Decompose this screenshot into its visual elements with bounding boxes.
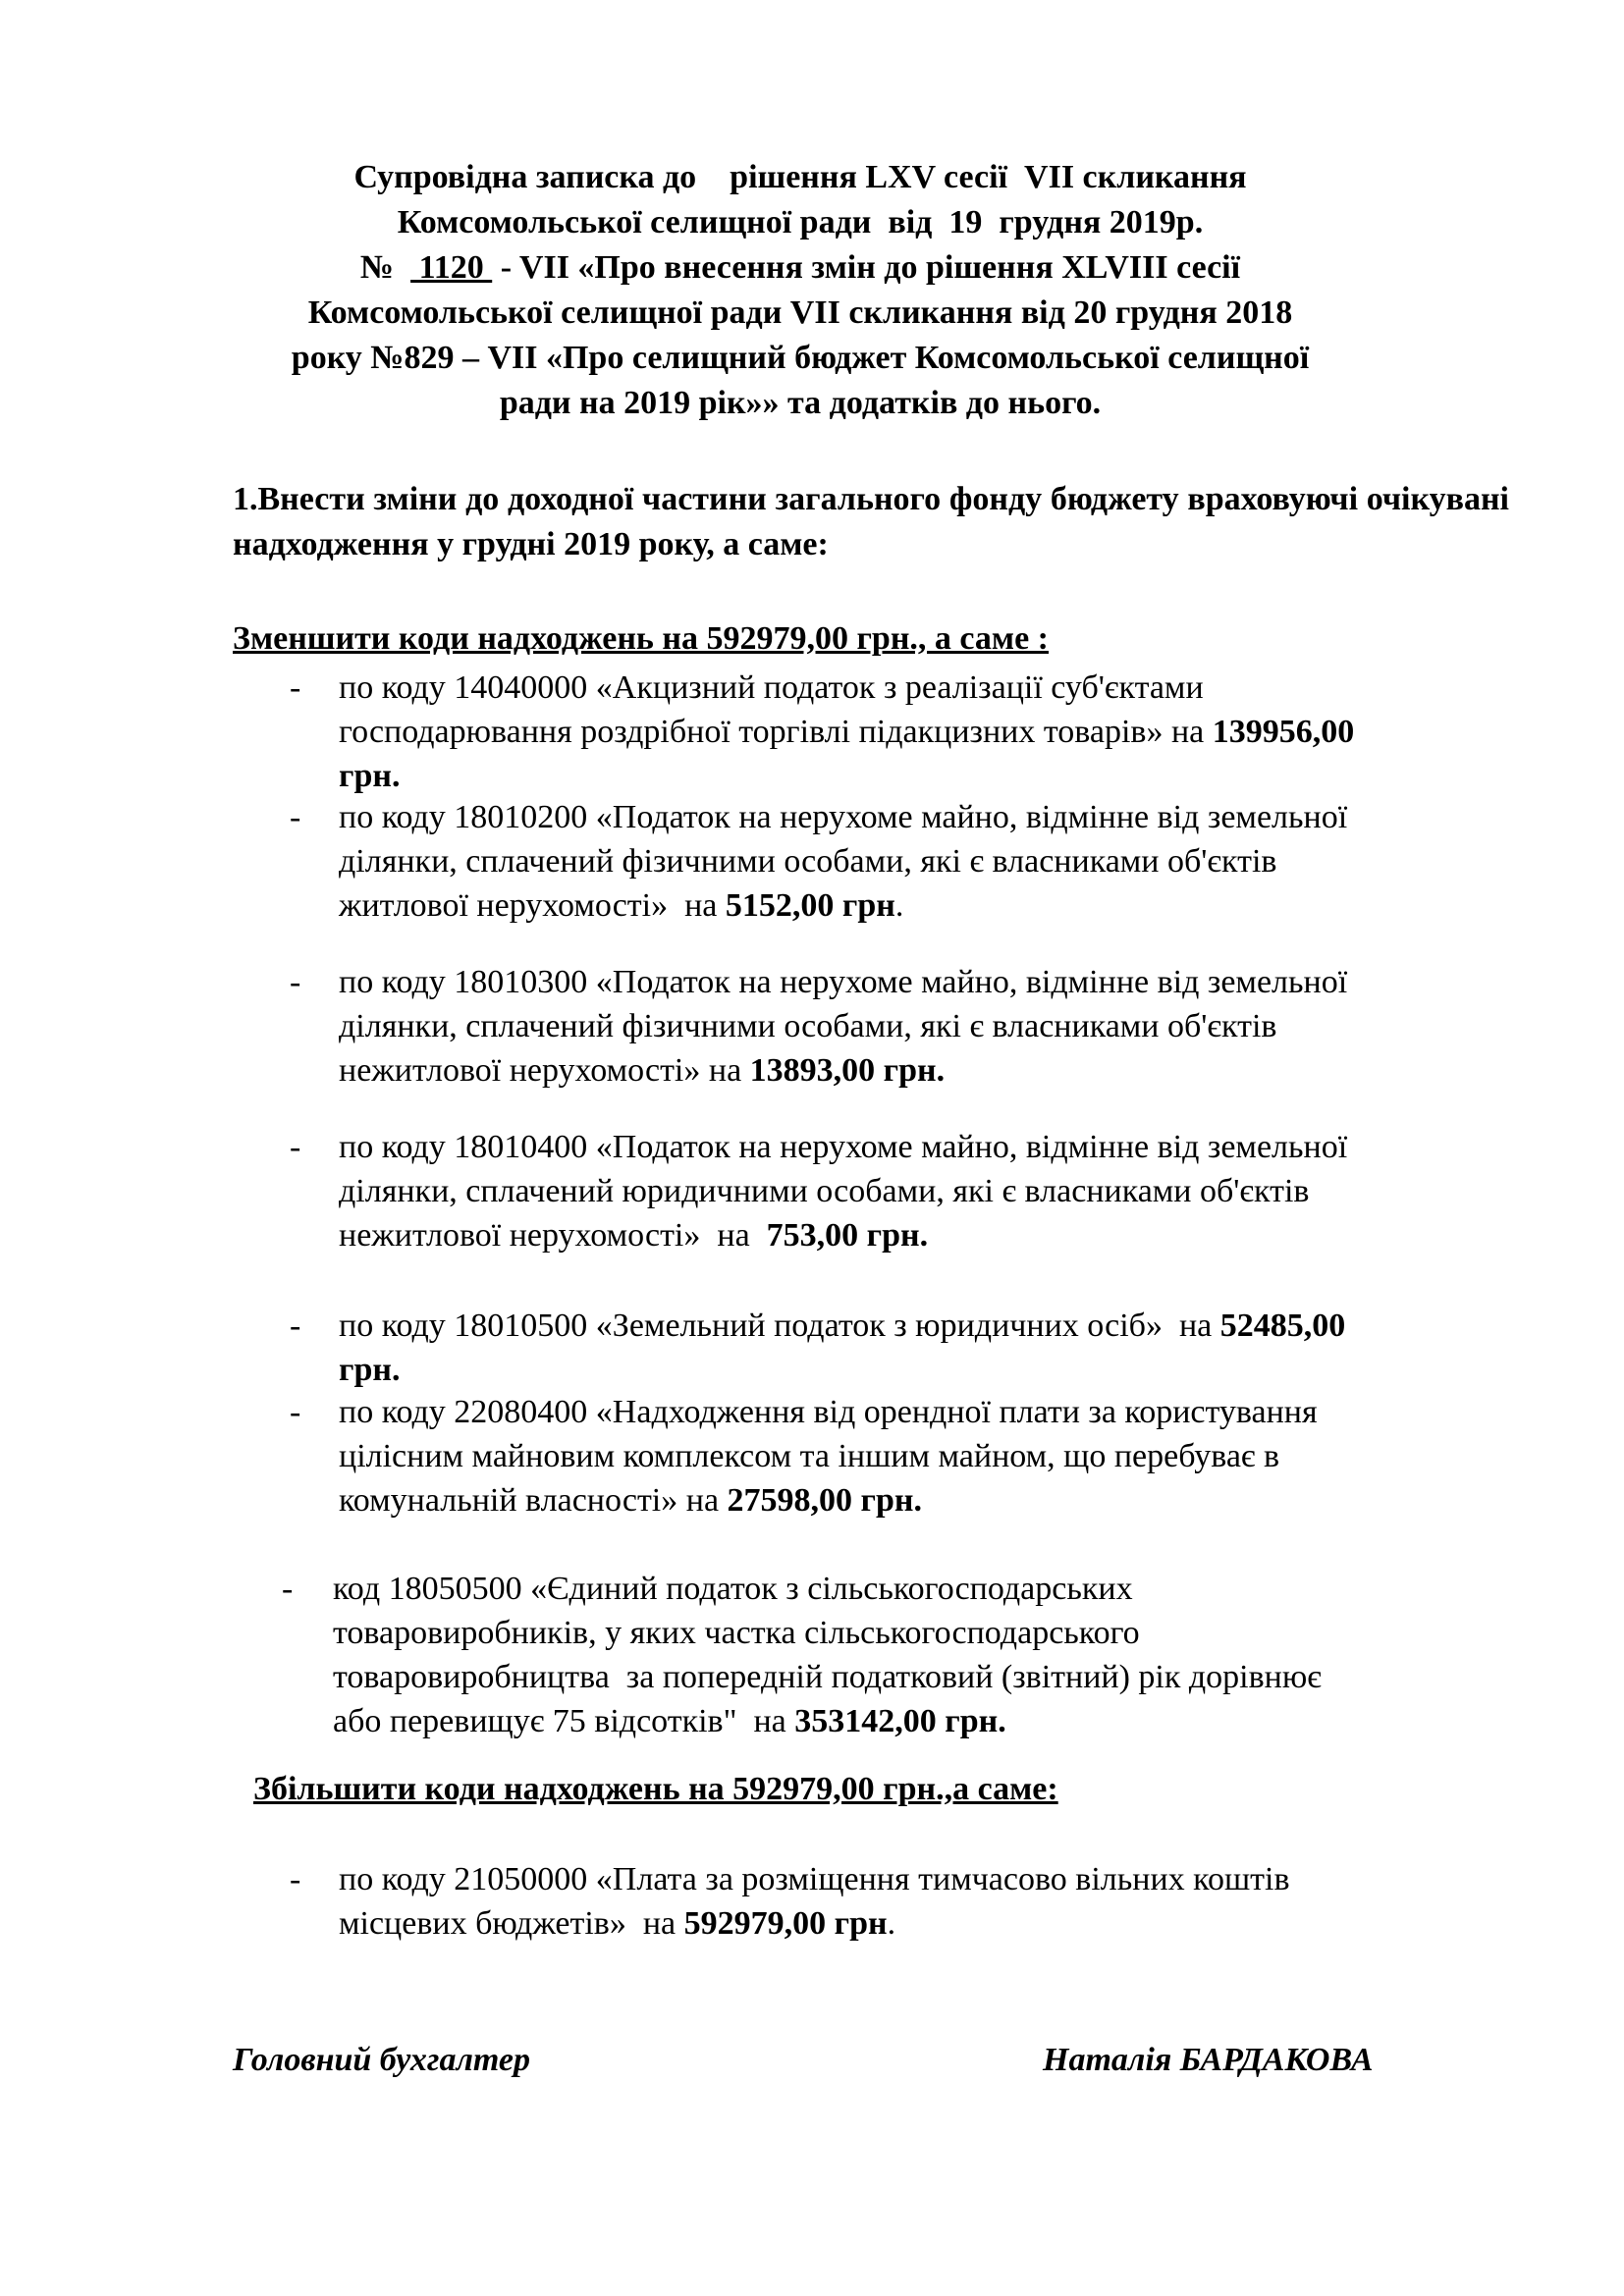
list-item-text xyxy=(339,960,1347,1093)
amount-unit: грн. xyxy=(339,1352,401,1388)
list-item-text xyxy=(339,1125,1347,1257)
list-item-text xyxy=(339,666,1354,798)
amount: 27598,00 грн. xyxy=(727,1482,922,1519)
list-dash: - xyxy=(290,799,301,835)
title-line-4: Комсомольської селищної ради VII скликання від 20 грудня 2018 xyxy=(307,294,1293,331)
title-line-5: року №829 – VII «Про селищний бюджет Комсомольської селищної xyxy=(291,340,1310,376)
list-dash: - xyxy=(282,1571,294,1607)
list-item-line-text: нежитлової нерухомості» на xyxy=(339,1052,750,1089)
list-dash: - xyxy=(290,1308,301,1344)
amount: 5152,00 грн xyxy=(725,887,895,924)
amount: 139956,00 xyxy=(1212,714,1355,750)
title-number-prefix: № xyxy=(359,249,411,286)
list-item-line: цілісним майновим комплексом та іншим майном, що перебуває в xyxy=(339,1438,1280,1474)
list-item-line-text: нежитлової нерухомості» на xyxy=(339,1217,767,1254)
decision-number: 1120 xyxy=(410,249,493,286)
amount-tail: . xyxy=(894,887,904,924)
list-item-line: по коду 22080400 «Надходження від орендної плати за користування xyxy=(339,1394,1318,1430)
list-item-line xyxy=(339,1213,1347,1257)
increase-heading: Збільшити коди надходжень на 592979,00 грн.,а саме: xyxy=(253,1771,1058,1807)
list-item-line xyxy=(339,1048,1347,1093)
list-item-line: по коду 18010400 «Податок на нерухоме майно, відмінне від земельної xyxy=(339,1129,1348,1165)
list-item-line xyxy=(339,1901,1290,1946)
list-item-line xyxy=(339,1478,1318,1522)
list-dash: - xyxy=(290,1394,301,1430)
list-item-line xyxy=(339,1304,1345,1348)
amount-unit: грн. xyxy=(339,758,401,794)
amount: 592979,00 грн xyxy=(683,1905,888,1942)
signatory-name: Наталія БАРДАКОВА xyxy=(1043,2042,1374,2078)
list-item-line-text: місцевих бюджетів» на xyxy=(339,1905,684,1942)
list-item-line xyxy=(333,1699,1322,1743)
intro-paragraph: 1.Внести зміни до доходної частини загального фонду бюджету враховуючі очікувані надходження у грудні 2019 року, а саме: xyxy=(233,481,1509,562)
amount: 753,00 грн. xyxy=(766,1217,929,1254)
title-line-3-text: - VII «Про внесення змін до рішення XLVIII сесії xyxy=(492,249,1241,286)
list-item-line-text: господарювання роздрібної торгівлі підакцизних товарів» на xyxy=(339,714,1213,750)
list-item-line-text: по коду 18010500 «Земельний податок з юридичних осіб» на xyxy=(339,1308,1220,1344)
list-item-line: по коду 18010200 «Податок на нерухоме майно, відмінне від земельної xyxy=(339,799,1348,835)
list-item-line: ділянки, сплачений юридичними особами, які є власниками об'єктів xyxy=(339,1173,1310,1209)
list-item-text xyxy=(333,1567,1322,1743)
list-item-line: товаровиробників, у яких частка сільськогосподарського xyxy=(333,1615,1140,1651)
amount: 13893,00 грн. xyxy=(749,1052,946,1089)
title-line-1: Супровідна записка до рішення LXV сесії VII скликання xyxy=(353,159,1247,195)
list-item-line xyxy=(339,883,1347,928)
amount: 52485,00 xyxy=(1219,1308,1346,1344)
list-item-line-text: комунальній власності» на xyxy=(339,1482,728,1519)
list-item-text xyxy=(339,795,1347,928)
title-line-6: ради на 2019 рік»» та додатків до нього. xyxy=(499,385,1102,421)
document-title xyxy=(226,155,1375,426)
list-dash: - xyxy=(290,669,301,706)
list-item-text xyxy=(339,1304,1345,1392)
list-item-text xyxy=(339,1857,1290,1946)
list-item-line: код 18050500 «Єдиний податок з сільськогосподарських xyxy=(333,1571,1133,1607)
amount: 353142,00 грн. xyxy=(794,1703,1006,1739)
list-dash: - xyxy=(290,964,301,1000)
list-item-line-text: житлової нерухомості» на xyxy=(339,887,726,924)
title-line-3 xyxy=(226,245,1375,291)
list-dash: - xyxy=(290,1129,301,1165)
list-item-line xyxy=(339,710,1354,754)
list-item-line-text: або перевищує 75 відсотків" на xyxy=(333,1703,795,1739)
list-item-line: товаровиробництва за попередній податковий (звітний) рік дорівнює xyxy=(333,1659,1322,1695)
decrease-heading: Зменшити коди надходжень на 592979,00 грн., а саме : xyxy=(233,620,1050,657)
amount-tail: . xyxy=(887,1905,896,1942)
list-item-text xyxy=(339,1390,1318,1522)
list-item-line: ділянки, сплачений фізичними особами, які є власниками об'єктів xyxy=(339,1008,1277,1044)
list-item-line: по коду 21050000 «Плата за розміщення тимчасово вільних коштів xyxy=(339,1861,1290,1897)
list-item-line: по коду 18010300 «Податок на нерухоме майно, відмінне від земельної xyxy=(339,964,1348,1000)
title-line-2: Комсомольської селищної ради від 19 грудня 2019р. xyxy=(397,204,1204,240)
list-item-line: ділянки, сплачений фізичними особами, які є власниками об'єктів xyxy=(339,843,1277,880)
list-item-line: по коду 14040000 «Акцизний податок з реалізації суб'єктами xyxy=(339,669,1204,706)
list-dash: - xyxy=(290,1861,301,1897)
signatory-position: Головний бухгалтер xyxy=(233,2042,531,2078)
